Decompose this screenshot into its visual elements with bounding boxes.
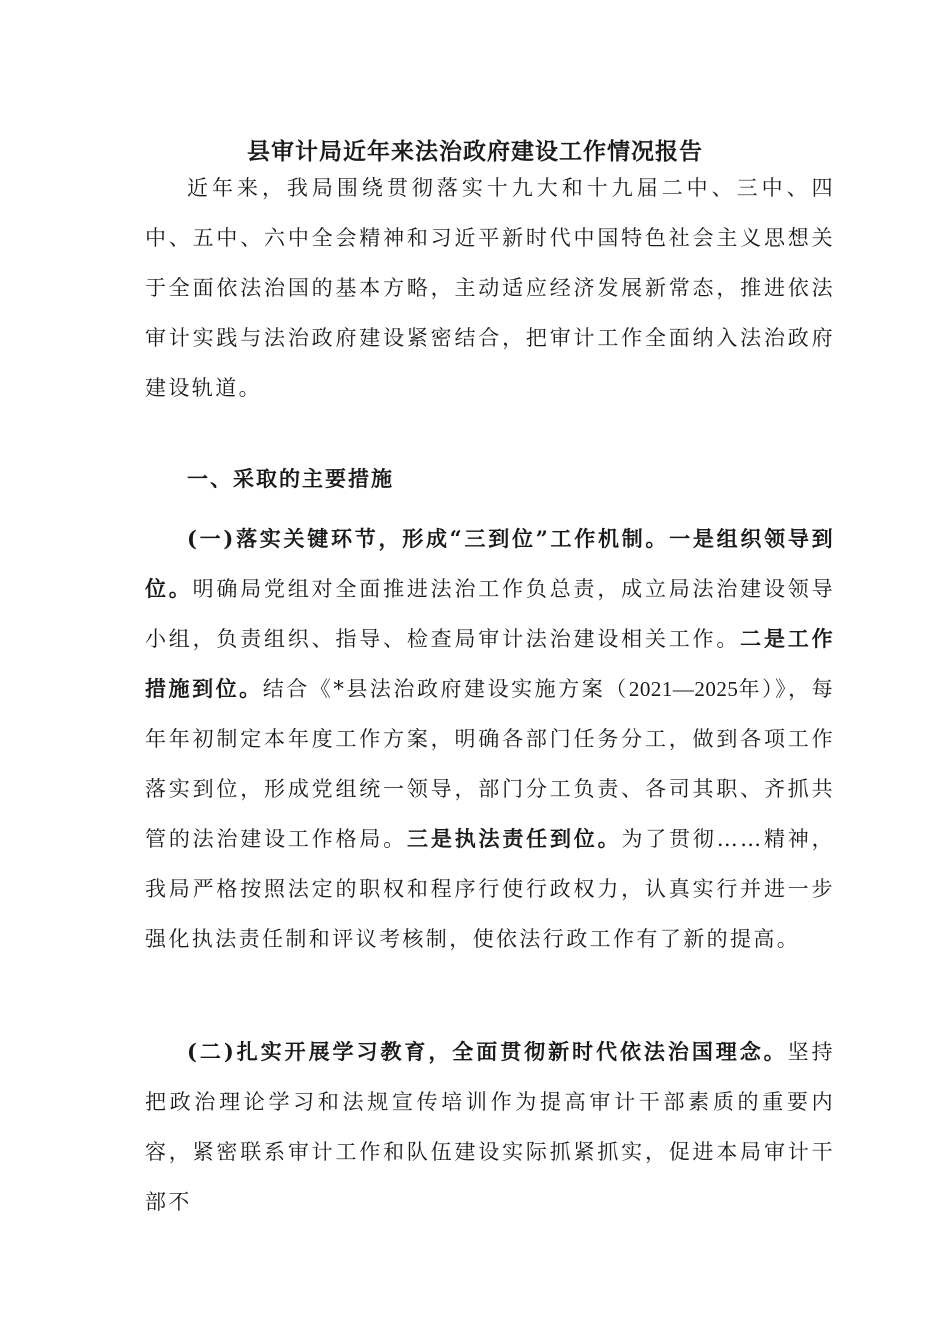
measure-2-heading: (二)扎实开展学习教育，全面贯彻新时代依法治国理念。 — [187, 1039, 788, 1064]
point-2-years: 2021—2025 — [628, 677, 739, 701]
point-2-title: 二是工作措施到位。 — [145, 626, 835, 701]
point-3-title: 三是执法责任到位。 — [407, 826, 622, 851]
section-heading: 一、采取的主要措施 — [187, 466, 394, 491]
measure-2-text: 坚持把政治理论学习和法规宣传培训作为提高审计干部素质的重要内容，紧密联系审计工作和队伍建设实际抓紧抓实，促进本局审计干部不 — [145, 1040, 835, 1214]
point-2-text-b: 年）》，每年年初制定本年度工作方案，明确各部门任务分工，做到各项工作落实到位，形成党组统一领导，部门分工负责、各司其职、齐抓共管的法治建设工作格局。 — [145, 677, 836, 851]
document-title: 县审计局近年来法治政府建设工作情况报告 — [247, 138, 703, 165]
measure-paragraph-1 — [145, 514, 835, 964]
point-1-text: 明确局党组对全面推进法治工作负总责，成立局法治建设领导小组，负责组织、指导、检查局审计法治建设相关工作。 — [145, 577, 835, 651]
measure-1-heading: (一)落实关键环节，形成“三到位”工作机制。 — [187, 526, 670, 551]
point-2-text-a: 结合《*县法治政府建设实施方案（ — [262, 677, 629, 701]
measure-paragraph-2 — [145, 1027, 835, 1227]
point-1-title: 一是组织领导到位。 — [145, 526, 835, 601]
intro-paragraph: 近年来，我局围绕贯彻落实十九大和十九届二中、三中、四中、五中、六中全会精神和习近平新时代中国特色社会主义思想关于全面依法治国的基本方略，主动适应经济发展新常态，推进依法审计实践与法治政府建设紧密结合，把审计工作全面纳入法治政府建设轨道。 — [145, 176, 835, 400]
point-3-text: 为了贯彻……精神，我局严格按照法定的职权和程序行使行政权力，认真实行并进一步强化执法责任制和评议考核制，使依法行政工作有了新的提高。 — [145, 827, 836, 951]
